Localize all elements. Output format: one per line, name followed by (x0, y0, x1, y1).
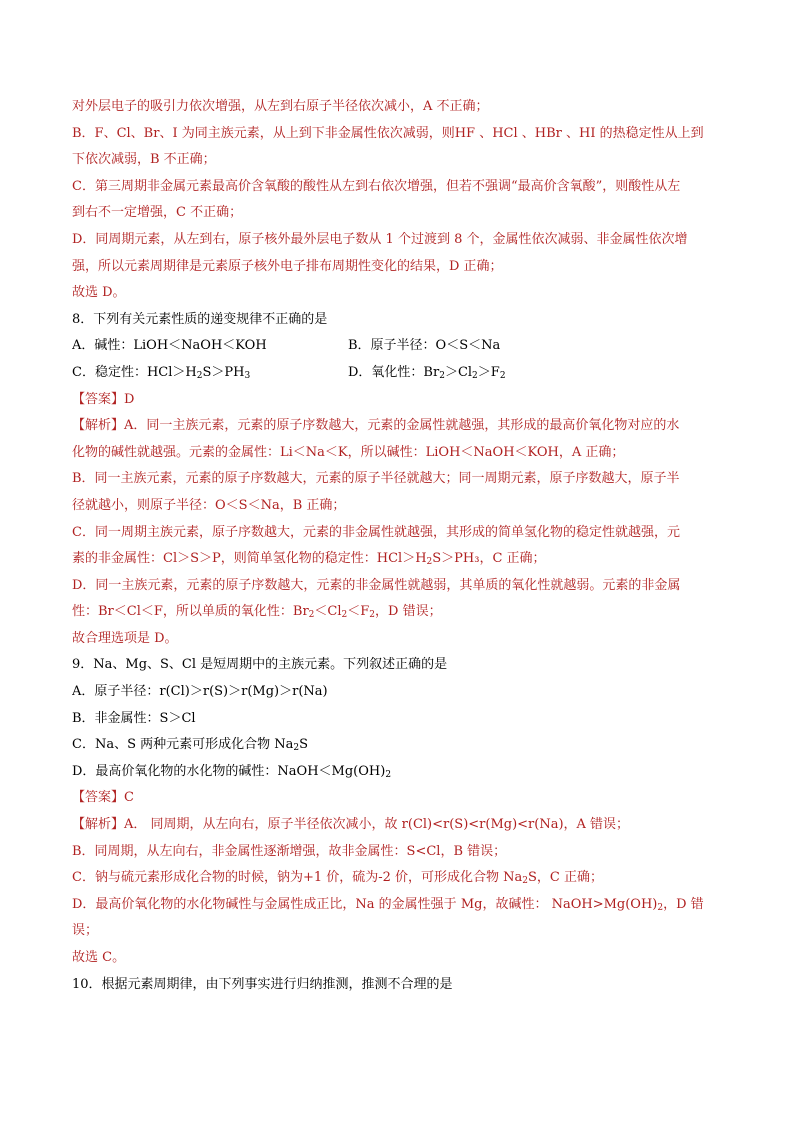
explanation-line: B．同一主族元素，元素的原子序数越大，元素的原子半径就越大；同一周期元素，原子序数越大，原子半 (72, 471, 680, 487)
explanation-line: C．钠与硫元素形成化合物的时候，钠为+1 价，硫为-2 价，可形成化合物 $Na_2S$，C 正确； (72, 870, 604, 887)
document-body (72, 94, 724, 998)
explanation-line: 故选 C。 (72, 950, 126, 965)
question-9-stem: 9．Na、Mg、S、Cl 是短周期中的主族元素。下列叙述正确的是 (72, 657, 448, 673)
explanation-line: 径就越小，则原子半径：O＜S＜Na，B 正确； (72, 497, 346, 513)
option-c: C．稳定性：$HCl>H_2S>PH_3$ (72, 364, 251, 381)
text-line: 下依次减弱，B 不正确； (72, 152, 216, 168)
text-line: 强，所以元素周期律是元素原子核外电子排布周期性变化的结果，D 正确； (72, 258, 503, 274)
explanation-line: 故合理选项是 D。 (72, 630, 178, 646)
option-a: A．原子半径：r(Cl)＞r(S)＞r(Mg)＞r(Na) (72, 684, 328, 700)
explanation-line: D．同一主族元素，元素的原子序数越大，元素的非金属性就越弱，其单质的氧化性就越弱。元素的非金属 (72, 577, 681, 593)
text-line: D．同周期元素，从左到右，原子核外最外层电子数从 1 个过渡到 8 个，金属性依次减弱、非金属性依次增 (72, 231, 688, 247)
explanation-line: C．同一周期主族元素，原子序数越大，元素的非金属性就越强，其形成的简单氢化物的稳定性就越强，元 (72, 524, 680, 540)
explanation-line: 误； (72, 923, 99, 939)
option-a: A．碱性：LiOH＜NaOH＜KOH (72, 338, 267, 354)
answer-label: 【答案】D (72, 391, 135, 407)
explanation-line: B．同周期，从左向右，非金属性逐渐增强，故非金属性：S<Cl，B 错误； (72, 843, 507, 859)
text-line: 对外层电子的吸引力依次增强，从左到右原子半径依次减小，A 不正确； (72, 99, 489, 114)
explanation-line: 性：Br＜Cl＜F，所以单质的氧化性：$Br_2<Cl_2<F_2$，D 错误； (72, 604, 442, 621)
option-d: D．氧化性：$Br_2>Cl_2>F_2$ (348, 364, 506, 381)
explanation-line: 化物的碱性就越强。元素的金属性：Li＜Na＜K，所以碱性：LiOH＜NaOH＜KOH，A 正确； (72, 444, 625, 460)
explanation-line: 【解析】A． 同周期，从左向右，原子半径依次减小，故 r(Cl)<r(S)<r(Mg)<r(Na)，A 错误； (72, 817, 630, 833)
question-8-options-cd (72, 360, 724, 387)
option-b: B．原子半径：O＜S＜Na (348, 338, 501, 354)
option-c: C．Na、S 两种元素可形成化合物 $Na_2S$ (72, 737, 309, 754)
answer-label: 【答案】C (72, 790, 134, 806)
text-line: 故选 D。 (72, 285, 126, 301)
question-8-stem: 8．下列有关元素性质的递变规律不正确的是 (72, 311, 328, 327)
explanation-line: 素的非金属性：Cl＞S＞P，则简单氢化物的稳定性：$HCl>H_2S>PH_3$，C 正确； (72, 551, 546, 568)
text-line: 到右不一定增强，C 不正确； (72, 205, 243, 221)
text-line: B．F、Cl、Br、I 为同主族元素，从上到下非金属性依次减弱，则HF 、HCl 、HBr 、HI 的热稳定性从上到 (72, 125, 704, 141)
option-b: B．非金属性：S＞Cl (72, 710, 196, 726)
question-10-stem: 10．根据元素周期律，由下列事实进行归纳推测，推测不合理的是 (72, 976, 453, 992)
question-8-options-ab (72, 333, 724, 360)
option-d: D．最高价氧化物的水化物的碱性：$NaOH<Mg(OH)_2$ (72, 763, 392, 780)
text-line: C．第三周期非金属元素最高价含氧酸的酸性从左到右依次增强，但若不强调“最高价含氧酸”，则酸性从左 (72, 178, 681, 194)
explanation-line: D．最高价氧化物的水化物碱性与金属性成正比，Na 的金属性强于 Mg，故碱性： $NaOH>Mg(OH)_2$，D 错 (72, 896, 704, 913)
explanation-line: 【解析】A．同一主族元素，元素的原子序数越大，元素的金属性就越强，其形成的最高价氧化物对应的水 (72, 418, 680, 434)
